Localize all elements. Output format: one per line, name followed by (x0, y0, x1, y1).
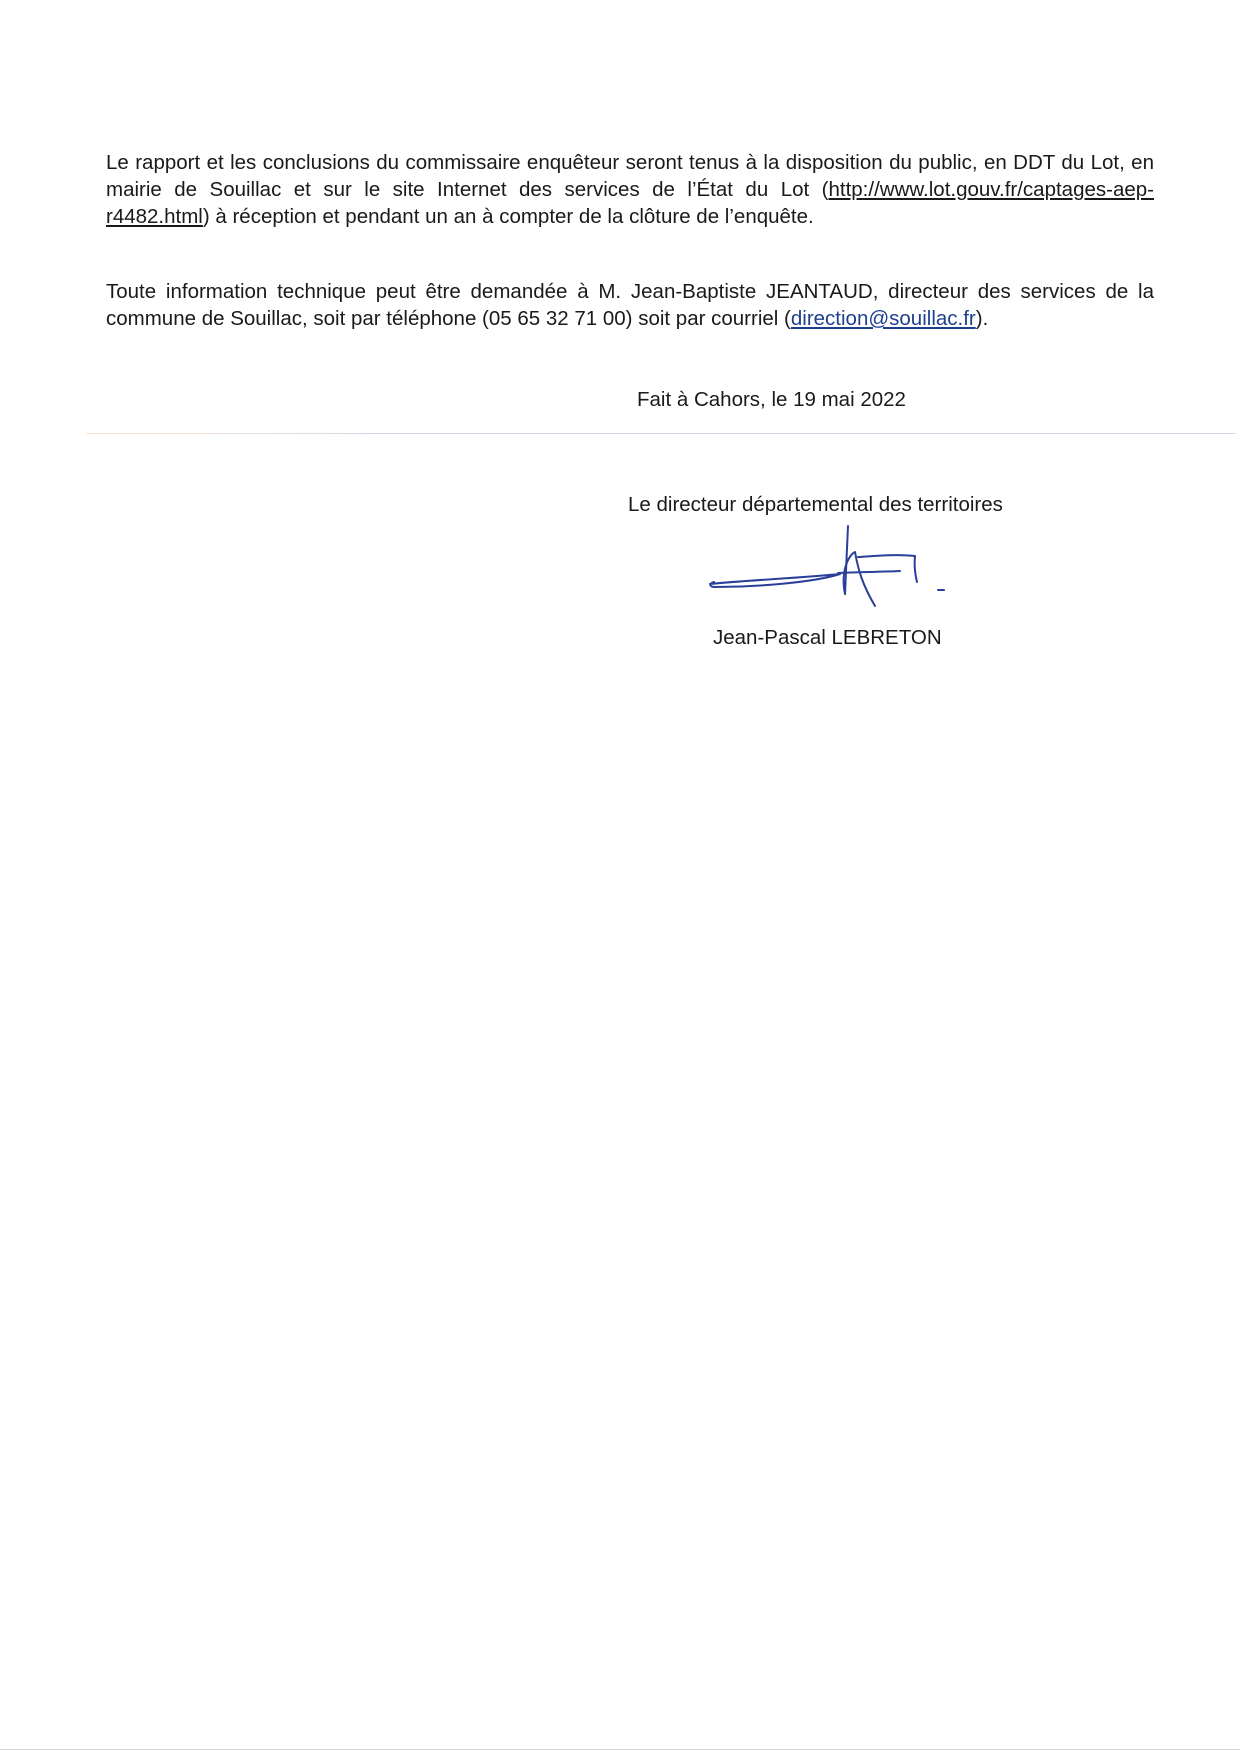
place-and-date: Fait à Cahors, le 19 mai 2022 (637, 388, 906, 411)
disclosure-paragraph (106, 149, 1154, 230)
signer-title: Le directeur départemental des territoires (628, 493, 1003, 516)
page-bottom-edge (0, 1749, 1240, 1750)
disclosure-text-start: Le rapport et les conclusions du commissaire enquêteur seront tenus à la disposition du public, en DDT du Lot, en mairie de Souillac et sur le site Internet des services de l’État du Lot ( (106, 151, 1154, 201)
email-link[interactable]: direction@souillac.fr (790, 307, 976, 330)
signer-name: Jean-Pascal LEBRETON (713, 626, 942, 649)
prefecture-website-link[interactable]: http://www.lot.gouv.fr/captages-aep-r4482.html (106, 178, 1154, 228)
disclosure-text-end: ) à réception et pendant un an à compter de la clôture de l’enquête. (202, 205, 814, 228)
handwritten-signature (700, 524, 970, 614)
scan-artifact-line (86, 433, 1236, 434)
contact-paragraph (106, 278, 1154, 332)
contact-text-start: Toute information technique peut être demandée à M. Jean-Baptiste JEANTAUD, directeur des services de la commune de Souillac, soit par téléphone (05 65 32 71 00) soit par courriel ( (106, 280, 1154, 330)
contact-text-end: ). (975, 307, 989, 330)
